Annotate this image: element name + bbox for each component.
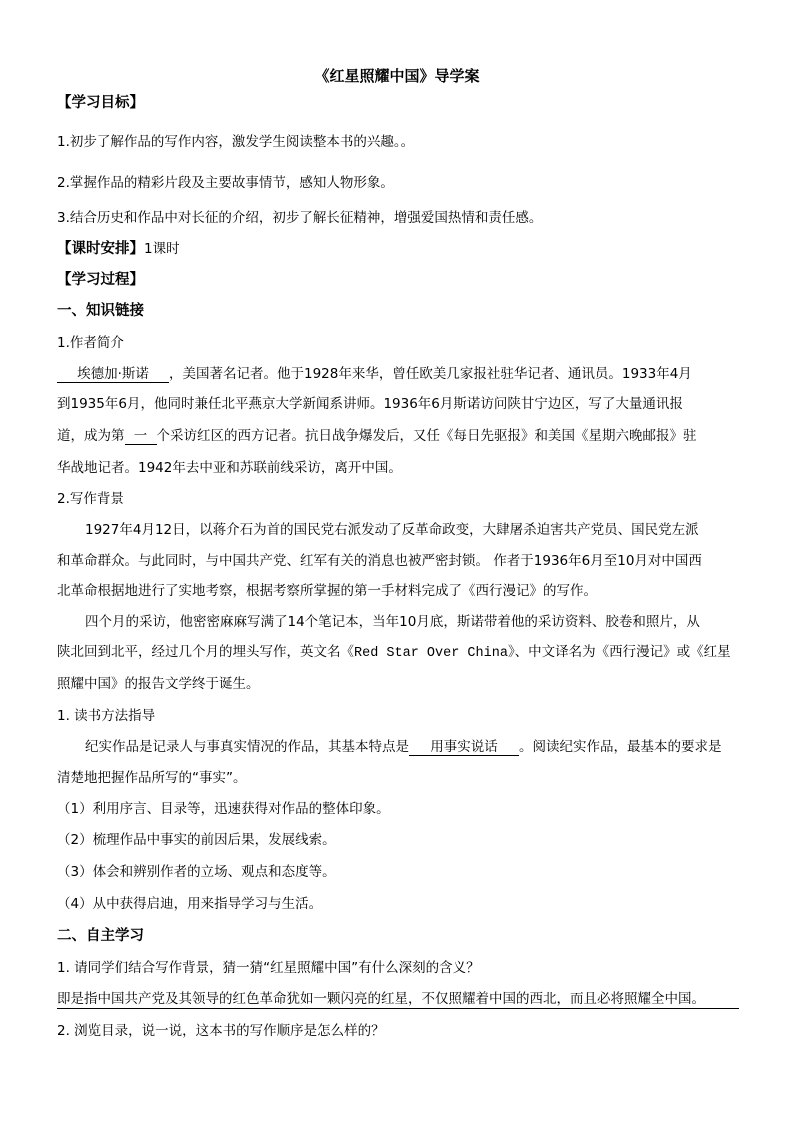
reading-text: 。阅读纪实作品，最基本的要求是 [519, 739, 722, 755]
bg-text: 陕北回到北平，经过几个月的埋头写作，英文名《 [57, 644, 354, 660]
process-heading: 【学习过程】 [57, 272, 144, 288]
reading-item: （1）利用序言、目录等，迅速获得对作品的整体印象。 [57, 801, 390, 817]
goal-item: 2.掌握作品的精彩片段及主要故事情节，感知人物形象。 [57, 175, 394, 191]
first-blank: 一 [125, 429, 157, 445]
background-line: 照耀中国》的报告文学终于诞生。 [57, 676, 260, 692]
background-line: 和革命群众。与此同时，与中国共产党、红军有关的消息也被严密封锁。 作者于1936年6月至10月对中国西 [57, 553, 702, 569]
answer-1: 即是指中国共产党及其领导的红色革命犹如一颗闪亮的红星，不仅照耀着中国的西北，而且必将照耀全中国。 [57, 990, 739, 1009]
background-line [57, 643, 731, 663]
schedule-heading: 【课时安排】 [57, 241, 144, 257]
background-heading: 2.写作背景 [57, 491, 124, 507]
reading-item: （2）梳理作品中事实的前因后果，发展线索。 [57, 832, 336, 848]
author-name-blank: 埃德加·斯诺 [57, 367, 169, 383]
question-2: 2. 浏览目录，说一说，这本书的写作顺序是怎么样的？ [57, 1023, 385, 1039]
schedule-value: 1课时 [144, 241, 180, 257]
english-title: Red Star Over China [354, 646, 508, 661]
author-text: 个采访红区的西方记者。抗日战争爆发后，又任《每日先驱报》和美国《星期六晚邮报》驻 [156, 428, 697, 444]
reading-text: 纪实作品是记录人与事真实情况的作品，其基本特点是 [85, 739, 409, 755]
author-heading: 1.作者简介 [57, 335, 124, 351]
reading-line [85, 738, 722, 756]
author-line: 到1935年6月，他同时兼任北平燕京大学新闻系讲师。1936年6月斯诺访问陕甘宁边区，写了大量通讯报 [57, 396, 683, 412]
reading-item: （3）体会和辨别作者的立场、观点和态度等。 [57, 864, 336, 880]
feature-blank: 用事实说话 [409, 740, 519, 756]
author-text: 道，成为第 [57, 428, 125, 444]
question-1: 1. 请同学们结合写作背景，猜一猜“红星照耀中国”有什么深刻的含义？ [57, 960, 480, 976]
author-line [57, 427, 697, 445]
reading-item: （4）从中获得启迪，用来指导学习与生活。 [57, 896, 323, 912]
background-line: 1927年4月12日，以蒋介石为首的国民党右派发动了反革命政变，大肆屠杀迫害共产党员、国民党左派 [85, 522, 699, 538]
section1-heading: 一、知识链接 [57, 303, 144, 319]
section2-heading: 二、自主学习 [57, 928, 144, 944]
goals-heading: 【学习目标】 [57, 95, 144, 111]
goal-item: 3.结合历史和作品中对长征的介绍，初步了解长征精神，增强爱国热情和责任感。 [57, 210, 543, 226]
bg-text: 》、中文译名为《西行漫记》或《红星 [507, 644, 731, 660]
page-title: 《红星照耀中国》导学案 [314, 67, 480, 85]
schedule [57, 240, 180, 258]
author-text: ，美国著名记者。他于1928年来华，曾任欧美几家报社驻华记者、通讯员。1933年4月 [169, 366, 692, 382]
goal-item: 1.初步了解作品的写作内容，激发学生阅读整本书的兴趣。。 [57, 134, 415, 150]
reading-heading: 1. 读书方法指导 [57, 708, 156, 724]
author-line [57, 365, 692, 383]
background-line: 北革命根据地进行了实地考察，根据考察所掌握的第一手材料完成了《西行漫记》的写作。 [57, 583, 597, 599]
reading-line: 清楚地把握作品所写的“事实”。 [57, 770, 247, 786]
background-line: 四个月的采访，他密密麻麻写满了14个笔记本，当年10月底，斯诺带着他的采访资料、胶卷和照片，从 [85, 614, 700, 630]
author-line: 华战地记者。1942年去中亚和苏联前线采访，离开中国。 [57, 460, 402, 476]
